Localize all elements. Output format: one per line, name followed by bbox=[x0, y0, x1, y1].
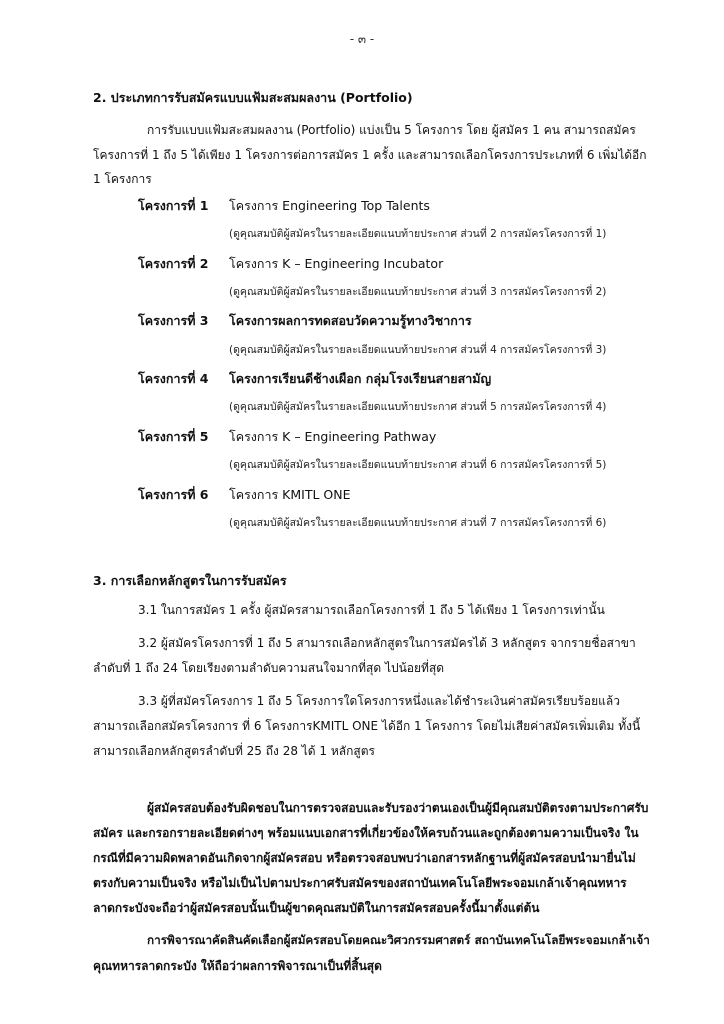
notice-para1-line-1: ผู้สมัครสอบต้องรับผิดชอบในการตรวจสอบและรับรองว่าตนเองเป็นผู้มีคุณสมบัติตรงตามประกาศรับ bbox=[147, 801, 649, 815]
notice-para1-line-5: ลาดกระบังจะถือว่าผู้สมัครสอบนั้นเป็นผู้ขาดคุณสมบัติในการสมัครสอบครั้งนี้มาตั้งแต่ต้น bbox=[93, 901, 540, 915]
project-6-note: (ดูคุณสมบัติผู้สมัครในรายละเอียดแนบท้ายประกาศ ส่วนที่ 7 การสมัครโครงการที่ 6) bbox=[229, 517, 607, 529]
project-5-number: โครงการที่ 5 bbox=[138, 429, 209, 444]
project-1-note: (ดูคุณสมบัติผู้สมัครในรายละเอียดแนบท้ายประกาศ ส่วนที่ 2 การสมัครโครงการที่ 1) bbox=[229, 228, 607, 240]
page-number: - ๓ - bbox=[349, 32, 375, 46]
section2-intro-line-3: 1 โครงการ bbox=[93, 172, 152, 186]
notice-para1-line-4: ตรงกับความเป็นจริง หรือไม่เป็นไปตามประกาศรับสมัครของสถาบันเทคโนโลยีพระจอมเกล้าเจ้าคุณทหาร bbox=[93, 876, 627, 890]
section2-intro-line-1: การรับแบบแฟ้มสะสมผลงาน (Portfolio) แบ่งเป็น 5 โครงการ โดย ผู้สมัคร 1 คน สามารถสมัคร bbox=[147, 123, 636, 137]
project-5-name: โครงการ K – Engineering Pathway bbox=[229, 429, 437, 444]
project-3-name: โครงการผลการทดสอบวัดความรู้ทางวิชาการ bbox=[229, 313, 472, 328]
project-1-number: โครงการที่ 1 bbox=[138, 198, 209, 213]
project-2-number: โครงการที่ 2 bbox=[138, 256, 209, 271]
notice-para1-line-2: สมัคร และกรอกรายละเอียดต่างๆ พร้อมแนบเอกสารที่เกี่ยวข้องให้ครบถ้วนและถูกต้องตามความเป็นจริง ใน bbox=[93, 826, 639, 840]
project-5-note: (ดูคุณสมบัติผู้สมัครในรายละเอียดแนบท้ายประกาศ ส่วนที่ 6 การสมัครโครงการที่ 5) bbox=[229, 459, 607, 471]
project-3-number: โครงการที่ 3 bbox=[138, 313, 209, 328]
section3-item-2-line-2: ลำดับที่ 1 ถึง 24 โดยเรียงตามลำดับความสนใจมากที่สุด ไปน้อยที่สุด bbox=[93, 661, 445, 675]
project-6-number: โครงการที่ 6 bbox=[138, 487, 209, 502]
project-2-note: (ดูคุณสมบัติผู้สมัครในรายละเอียดแนบท้ายประกาศ ส่วนที่ 3 การสมัครโครงการที่ 2) bbox=[229, 286, 607, 298]
section2-heading: 2. ประเภทการรับสมัครแบบแฟ้มสะสมผลงาน (Portfolio) bbox=[93, 90, 413, 105]
notice-para2-line-1: การพิจารณาคัดสินคัดเลือกผู้สมัครสอบโดยคณะวิศวกรรมศาสตร์ สถาบันเทคโนโลยีพระจอมเกล้าเจ้า bbox=[147, 933, 650, 947]
notice-para2-line-2: คุณทหารลาดกระบัง ให้ถือว่าผลการพิจารณาเป็นที่สิ้นสุด bbox=[93, 959, 382, 973]
section3-heading: 3. การเลือกหลักสูตรในการรับสมัคร bbox=[93, 573, 287, 588]
section3-item-3-line-2: สามารถเลือกสมัครโครงการ ที่ 6 โครงการKMITL ONE ได้อีก 1 โครงการ โดยไม่เสียค่าสมัครเพิ่มเติม ทั้งนี้ bbox=[93, 719, 641, 733]
project-1-name: โครงการ Engineering Top Talents bbox=[229, 198, 430, 213]
project-4-number: โครงการที่ 4 bbox=[138, 371, 209, 386]
section3-item-2-line-1: 3.2 ผู้สมัครโครงการที่ 1 ถึง 5 สามารถเลือกหลักสูตรในการสมัครได้ 3 หลักสูตร จากรายชื่อสาขา bbox=[138, 636, 636, 650]
section3-item-3-line-3: สามารถเลือกหลักสูตรลำดับที่ 25 ถึง 28 ได้ 1 หลักสูตร bbox=[93, 744, 375, 758]
notice-para1-line-3: กรณีที่มีความผิดพลาดอันเกิดจากผู้สมัครสอบ หรือตรวจสอบพบว่าเอกสารหลักฐานที่ผู้สมัครสอบนำมายื่นไม่ bbox=[93, 851, 636, 865]
project-4-note: (ดูคุณสมบัติผู้สมัครในรายละเอียดแนบท้ายประกาศ ส่วนที่ 5 การสมัครโครงการที่ 4) bbox=[229, 401, 607, 413]
section2-intro-line-2: โครงการที่ 1 ถึง 5 ได้เพียง 1 โครงการต่อการสมัคร 1 ครั้ง และสามารถเลือกโครงการประเภทที่ 6 เพิ่มได้อีก bbox=[93, 148, 647, 162]
project-2-name: โครงการ K – Engineering Incubator bbox=[229, 256, 444, 271]
project-6-name: โครงการ KMITL ONE bbox=[229, 487, 351, 502]
section3-item-1: 3.1 ในการสมัคร 1 ครั้ง ผู้สมัครสามารถเลือกโครงการที่ 1 ถึง 5 ได้เพียง 1 โครงการเท่านั้น bbox=[138, 603, 605, 617]
section3-item-3-line-1: 3.3 ผู้ที่สมัครโครงการ 1 ถึง 5 โครงการใดโครงการหนึ่งและได้ชำระเงินค่าสมัครเรียบร้อยแล้ว bbox=[138, 694, 620, 708]
project-4-name: โครงการเรียนดีช้างเผือก กลุ่มโรงเรียนสายสามัญ bbox=[229, 371, 492, 386]
project-3-note: (ดูคุณสมบัติผู้สมัครในรายละเอียดแนบท้ายประกาศ ส่วนที่ 4 การสมัครโครงการที่ 3) bbox=[229, 344, 607, 356]
